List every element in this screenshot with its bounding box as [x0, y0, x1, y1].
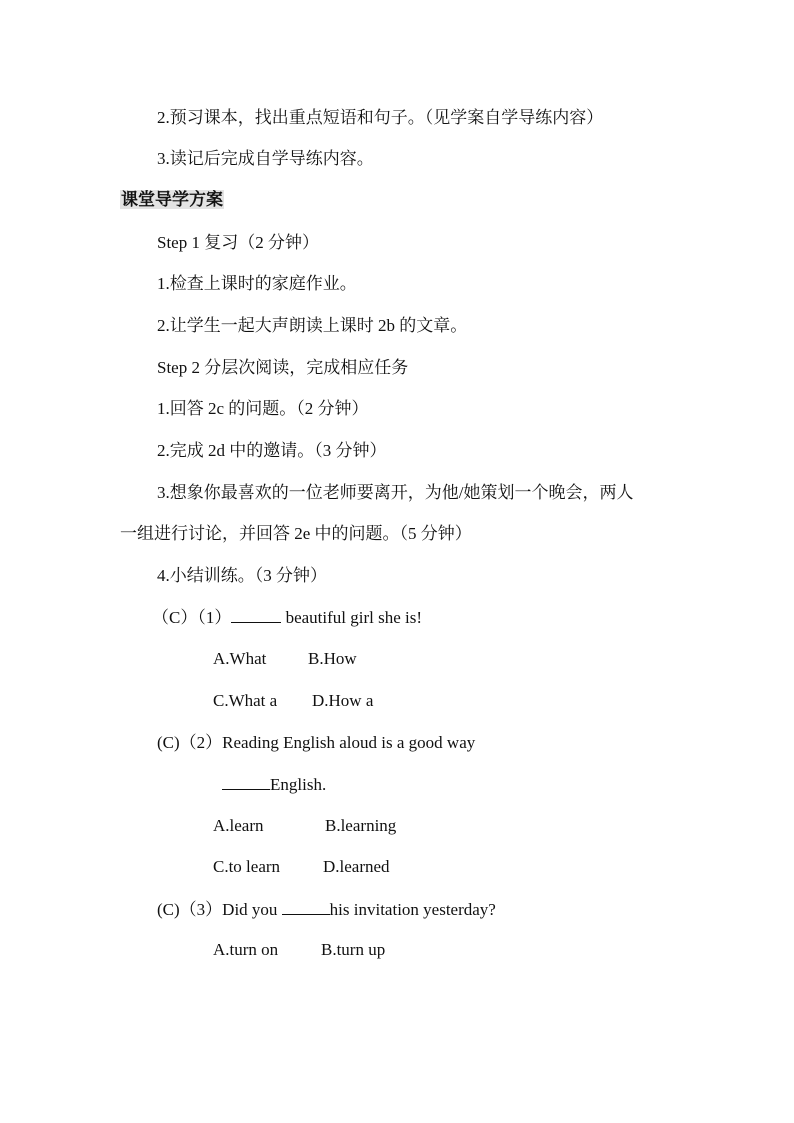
question-2-text: English. [270, 775, 327, 794]
question-1-option-b: B.How [308, 649, 357, 668]
step1-title: Step 1 复习（2 分钟） [157, 233, 319, 252]
step1-item-2: 2.让学生一起大声朗读上课时 2b 的文章。 [157, 316, 468, 335]
answer-blank [231, 605, 281, 623]
question-3-prefix: (C)（3）Did you [157, 900, 278, 919]
question-1-option-c: C.What a [213, 691, 278, 710]
question-2-option-a: A.learn [213, 816, 264, 835]
question-1-text: beautiful girl she is! [285, 608, 423, 627]
question-1-option-a: A.What [213, 649, 267, 668]
step2-item-1: 1.回答 2c 的问题。（2 分钟） [157, 399, 369, 418]
intro-line-2: 2.预习课本，找出重点短语和句子。（见学案自学导练内容） [157, 108, 604, 127]
section-heading [120, 188, 224, 212]
step2-item-4: 4.小结训练。（3 分钟） [157, 566, 327, 585]
step2-item-3-line2: 一组进行讨论，并回答 2e 中的问题。（5 分钟） [120, 524, 472, 543]
question-2-option-b: B.learning [325, 816, 397, 835]
step2-title: Step 2 分层次阅读，完成相应任务 [157, 358, 409, 377]
question-1-prefix: （C）（1） [152, 608, 232, 627]
step2-item-2: 2.完成 2d 中的邀请。（3 分钟） [157, 441, 387, 460]
answer-blank [222, 772, 270, 790]
question-2-option-c: C.to learn [213, 857, 281, 876]
question-3-option-b: B.turn up [321, 940, 386, 959]
question-1-option-d: D.How a [312, 691, 374, 710]
answer-blank [282, 897, 330, 915]
question-3-text: his invitation yesterday? [329, 900, 496, 919]
question-2-continuation [222, 772, 326, 796]
section-heading-text: 课堂导学方案 [121, 190, 223, 209]
question-3-option-a: A.turn on [213, 940, 279, 959]
intro-line-3: 3.读记后完成自学导练内容。 [157, 149, 374, 168]
step1-item-1: 1.检查上课时的家庭作业。 [157, 274, 357, 293]
question-1 [152, 605, 422, 629]
step2-item-3-line1: 3.想象你最喜欢的一位老师要离开，为他/她策划一个晚会，两人 [157, 483, 634, 502]
question-2-option-d: D.learned [323, 857, 390, 876]
question-3 [157, 897, 496, 921]
question-2: (C)（2）Reading English aloud is a good way [157, 733, 476, 752]
